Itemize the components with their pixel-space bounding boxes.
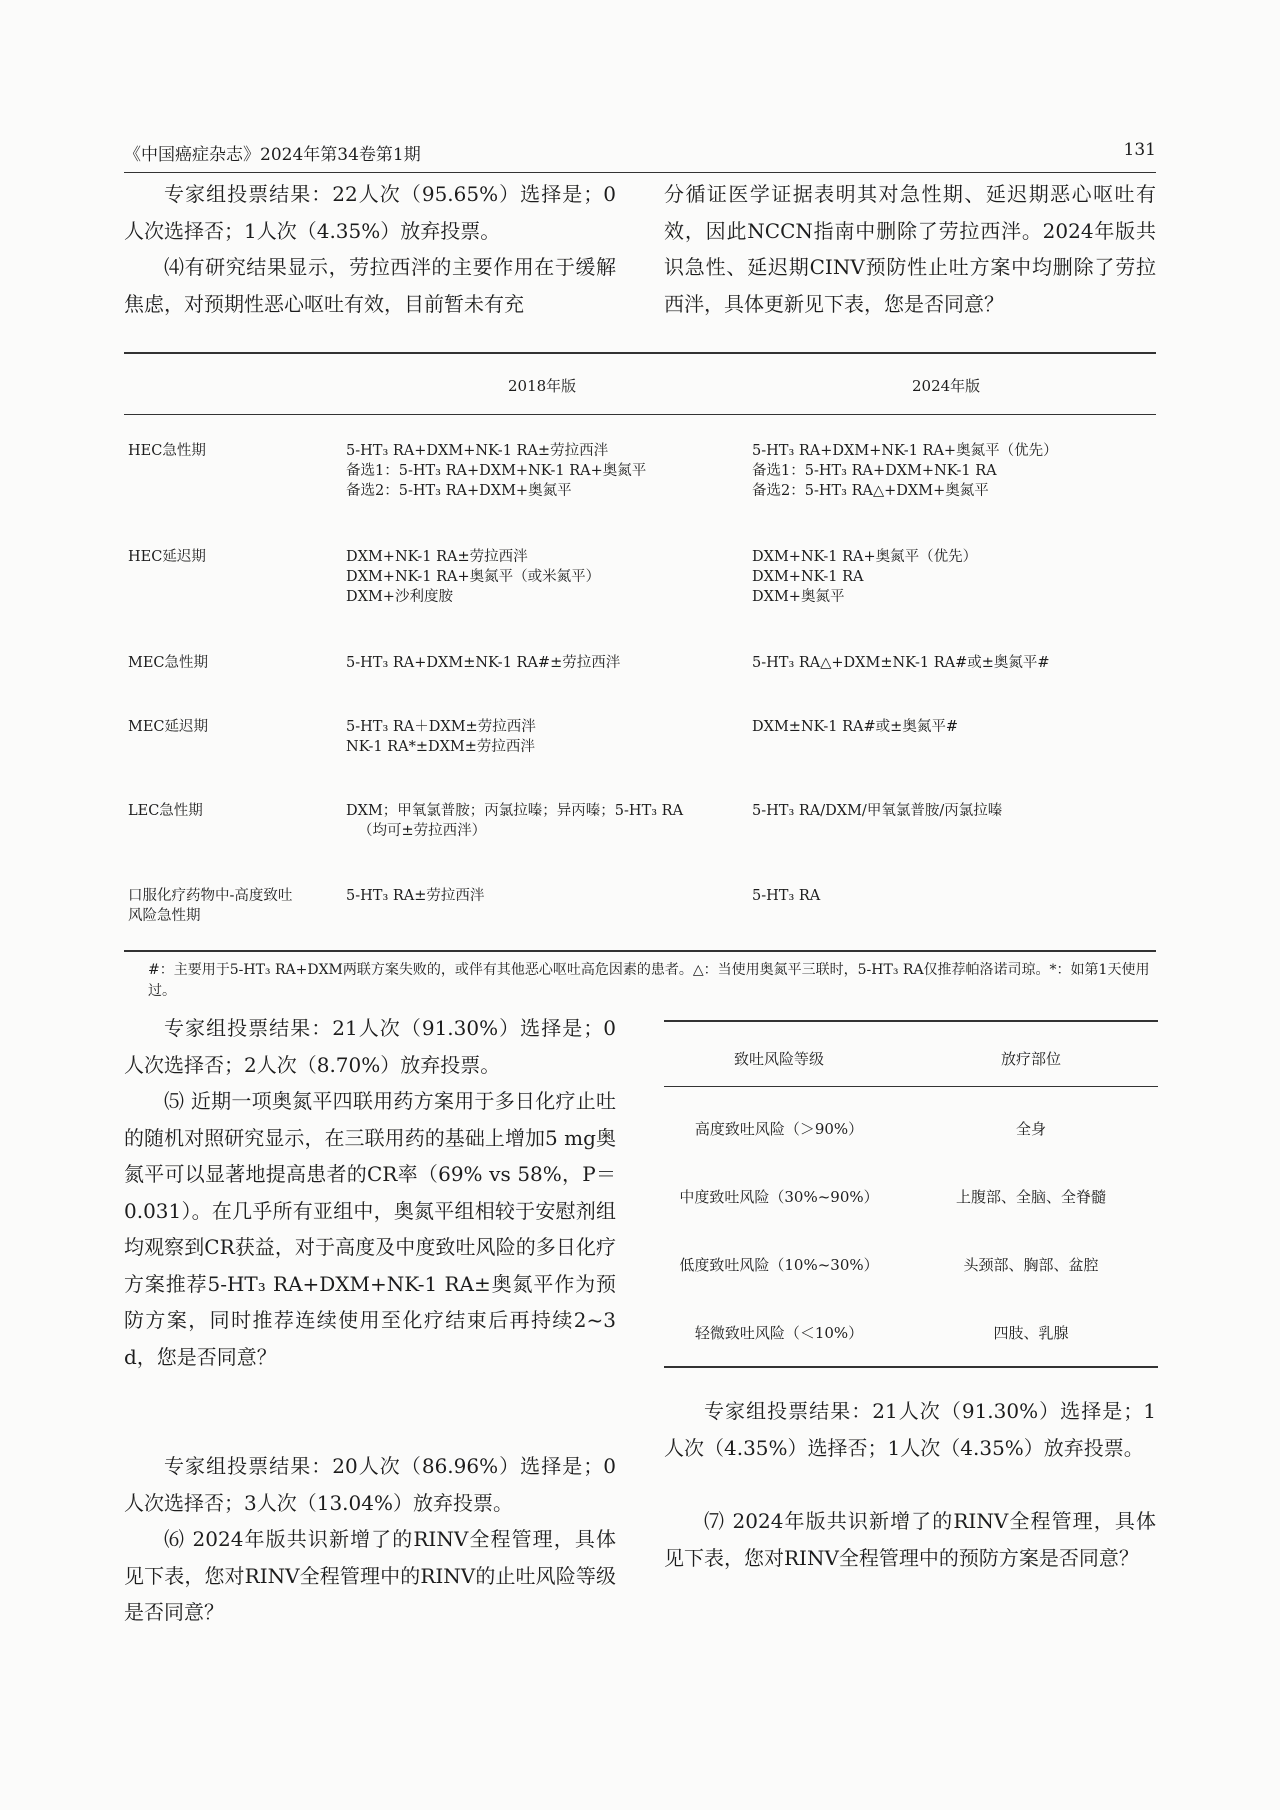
table1-header-2024: 2024年版 <box>912 377 981 395</box>
table2-bottom-rule <box>664 1366 1158 1368</box>
page-number: 131 <box>1123 140 1156 160</box>
table1-top-rule <box>124 352 1156 354</box>
table2-header-site: 放疗部位 <box>1000 1050 1061 1068</box>
table-cell-2018: 5-HT₃ RA＋DXM±劳拉西泮 NK-1 RA*±DXM±劳拉西泮 <box>346 719 536 755</box>
table-cell-2024: 5-HT₃ RA/DXM/甲氧氯普胺/丙氯拉嗪 <box>752 803 1003 819</box>
table-row-label: 口服化疗药物中-高度致吐 风险急性期 <box>128 888 293 924</box>
table-cell-2018: DXM；甲氧氯普胺；丙氯拉嗪；异丙嗪；5-HT₃ RA （均可±劳拉西泮） <box>346 803 684 839</box>
paragraph-vote-result-6: 专家组投票结果：20人次（86.96%）选择是；0人次选择否；3人次（13.04%）放弃投票。 <box>124 1454 616 1515</box>
paragraph-vote-result-4: 专家组投票结果：22人次（95.65%）选择是；0人次选择否；1人次（4.35%）放弃投票。 <box>124 182 616 243</box>
table2-top-rule <box>664 1020 1158 1022</box>
table-row-label: HEC急性期 <box>128 443 206 459</box>
table-cell-2018: 5-HT₃ RA±劳拉西泮 <box>346 888 485 904</box>
paragraph-vote-result-6b: 专家组投票结果：21人次（91.30%）选择是；1人次（4.35%）选择否；1人次（4.35%）放弃投票。 <box>664 1399 1156 1460</box>
table-row-label: HEC延迟期 <box>128 549 206 565</box>
paragraph-vote-result-5: 专家组投票结果：21人次（91.30%）选择是；0人次选择否；2人次（8.70%）放弃投票。 <box>124 1016 616 1077</box>
paragraph-question-7: ⑺ 2024年版共识新增了的RINV全程管理，具体见下表，您对RINV全程管理中的预防方案是否同意？ <box>664 1509 1156 1570</box>
paragraph-question-6: ⑹ 2024年版共识新增了的RINV全程管理，具体见下表，您对RINV全程管理中的RINV的止吐风险等级是否同意？ <box>124 1527 616 1624</box>
table-cell-2024: DXM±NK-1 RA#或±奥氮平# <box>752 719 958 735</box>
table-cell-2024: 5-HT₃ RA <box>752 888 821 904</box>
table2-header-rule <box>664 1086 1158 1087</box>
table1-bottom-rule <box>124 950 1156 952</box>
paragraph-question-5: ⑸ 近期一项奥氮平四联用药方案用于多日化疗止吐的随机对照研究显示，在三联用药的基础上增加5 mg奥氮平可以显著地提高患者的CR率（69% vs 58%，P＝0.031）。在几乎所有亚组中，奥氮平组相较于安慰剂组均观察到CR获益，对于高度及中度致吐风险的多日化疗方案推荐5-HT₃ RA+DXM+NK-1 RA±奥氮平作为预防方案，同时推荐连续使用至化疗结束后再持续2~3 d，您是否同意？ <box>124 1089 616 1369</box>
table1-header-2018: 2018年版 <box>508 377 577 395</box>
table1-footnote: #：主要用于5-HT₃ RA+DXM两联方案失败的，或伴有其他恶心呕吐高危因素的患者。△：当使用奥氮平三联时，5-HT₃ RA仅推荐帕洛诺司琼。*：如第1天使用过。 <box>148 962 1150 999</box>
paragraph-question-4: ⑷有研究结果显示，劳拉西泮的主要作用在于缓解焦虑，对预期性恶心呕吐有效，目前暂未有充 <box>124 255 616 316</box>
running-header <box>124 136 1156 173</box>
table-cell-2024: DXM+NK-1 RA+奥氮平（优先） DXM+NK-1 RA DXM+奥氮平 <box>752 549 978 605</box>
table-cell-2018: 5-HT₃ RA+DXM±NK-1 RA#±劳拉西泮 <box>346 655 621 671</box>
table-cell-2024: 5-HT₃ RA△+DXM±NK-1 RA#或±奥氮平# <box>752 655 1050 671</box>
table-cell-2018: 5-HT₃ RA+DXM+NK-1 RA±劳拉西泮 备选1：5-HT₃ RA+DXM+NK-1 RA+奥氮平 备选2：5-HT₃ RA+DXM+奥氮平 <box>346 443 647 499</box>
table-row-label: LEC急性期 <box>128 803 203 819</box>
table1-header-rule <box>124 414 1156 415</box>
table-cell-2024: 5-HT₃ RA+DXM+NK-1 RA+奥氮平（优先） 备选1：5-HT₃ RA+DXM+NK-1 RA 备选2：5-HT₃ RA△+DXM+奥氮平 <box>752 443 1058 499</box>
table-row-label: MEC延迟期 <box>128 719 209 735</box>
journal-title: 《中国癌症杂志》2024年第34卷第1期 <box>124 145 421 165</box>
table-cell-2018: DXM+NK-1 RA±劳拉西泮 DXM+NK-1 RA+奥氮平（或米氮平） DXM+沙利度胺 <box>346 549 601 605</box>
paragraph-question-4-cont: 分循证医学证据表明其对急性期、延迟期恶心呕吐有效，因此NCCN指南中删除了劳拉西泮。2024年版共识急性、延迟期CINV预防性止吐方案中均删除了劳拉西泮，具体更新见下表，您是否同意？ <box>664 182 1156 316</box>
table-row-label: MEC急性期 <box>128 655 209 671</box>
table2-header-risk: 致吐风险等级 <box>733 1050 824 1068</box>
